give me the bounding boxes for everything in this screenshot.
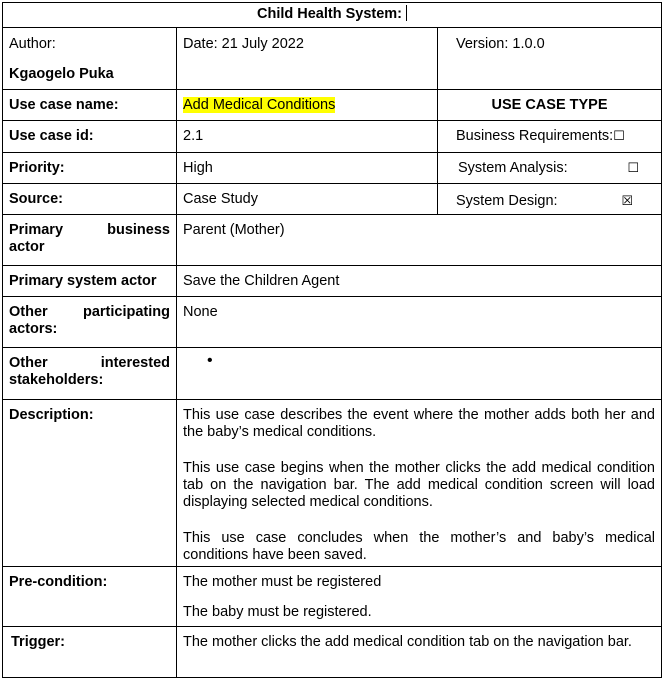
- description-value: [177, 399, 662, 566]
- version-text: Version: 1.0.0: [456, 36, 545, 53]
- other-participating-value: None: [177, 297, 662, 348]
- other-interested-label: Other interested stakeholders:: [3, 348, 177, 400]
- author-name: Kgaogelo Puka: [9, 66, 114, 83]
- primary-system-actor-value: Save the Children Agent: [177, 266, 662, 297]
- precondition-line-2: The baby must be registered.: [183, 603, 372, 620]
- checkbox-icon: ☐: [613, 129, 625, 145]
- source-label: Source:: [3, 184, 177, 215]
- description-paragraph-1: This use case describes the event where the mother adds both her and the baby’s medical conditions.: [183, 406, 655, 440]
- priority-value: High: [177, 152, 438, 183]
- type-system-analysis: [438, 152, 662, 183]
- primary-business-actor-label: Primary business actor: [3, 215, 177, 266]
- other-participating-label: Other participating actors:: [3, 297, 177, 348]
- use-case-name-cell: [177, 90, 438, 121]
- use-case-name-label: Use case name:: [3, 90, 177, 121]
- text-caret: [406, 5, 407, 21]
- trigger-label: Trigger:: [3, 627, 177, 678]
- use-case-table: [2, 2, 662, 678]
- bullet-point: •: [207, 352, 213, 369]
- precondition-label: Pre-condition:: [3, 566, 177, 627]
- date-text: Date: 21 July 2022: [183, 36, 304, 53]
- author-label: Author:: [9, 36, 56, 53]
- system-title-cell: [3, 3, 662, 28]
- date-cell: [177, 28, 438, 90]
- type-analysis-label: System Analysis:: [458, 159, 568, 176]
- use-case-name-value: Add Medical Conditions: [183, 97, 336, 114]
- checkbox-icon: ☐: [627, 160, 639, 176]
- type-business-requirements: [438, 121, 662, 152]
- use-case-type-title: USE CASE TYPE: [438, 90, 662, 121]
- author-cell: [3, 28, 177, 90]
- priority-label: Priority:: [3, 152, 177, 183]
- version-cell: [438, 28, 662, 90]
- type-business-label: Business Requirements:: [456, 128, 614, 145]
- type-design-label: System Design:: [456, 193, 558, 210]
- source-value: Case Study: [177, 184, 438, 215]
- primary-system-actor-label: Primary system actor: [3, 266, 177, 297]
- primary-business-actor-value: Parent (Mother): [177, 215, 662, 266]
- other-interested-value: [177, 348, 662, 400]
- trigger-value: The mother clicks the add medical condition tab on the navigation bar.: [177, 627, 662, 678]
- precondition-value: [177, 566, 662, 627]
- checked-checkbox-icon: ☒: [621, 194, 633, 210]
- description-paragraph-2: This use case begins when the mother clicks the add medical condition tab on the navigation bar. The add medical condition screen will load displaying selected medical conditions.: [183, 459, 655, 510]
- use-case-id-value: 2.1: [177, 121, 438, 152]
- system-title: Child Health System:: [256, 6, 403, 22]
- description-paragraph-3: This use case concludes when the mother’s and baby’s medical conditions have been saved.: [183, 529, 655, 563]
- description-label: Description:: [3, 399, 177, 566]
- use-case-id-label: Use case id:: [3, 121, 177, 152]
- type-system-design: [438, 184, 662, 215]
- precondition-line-1: The mother must be registered: [183, 573, 382, 590]
